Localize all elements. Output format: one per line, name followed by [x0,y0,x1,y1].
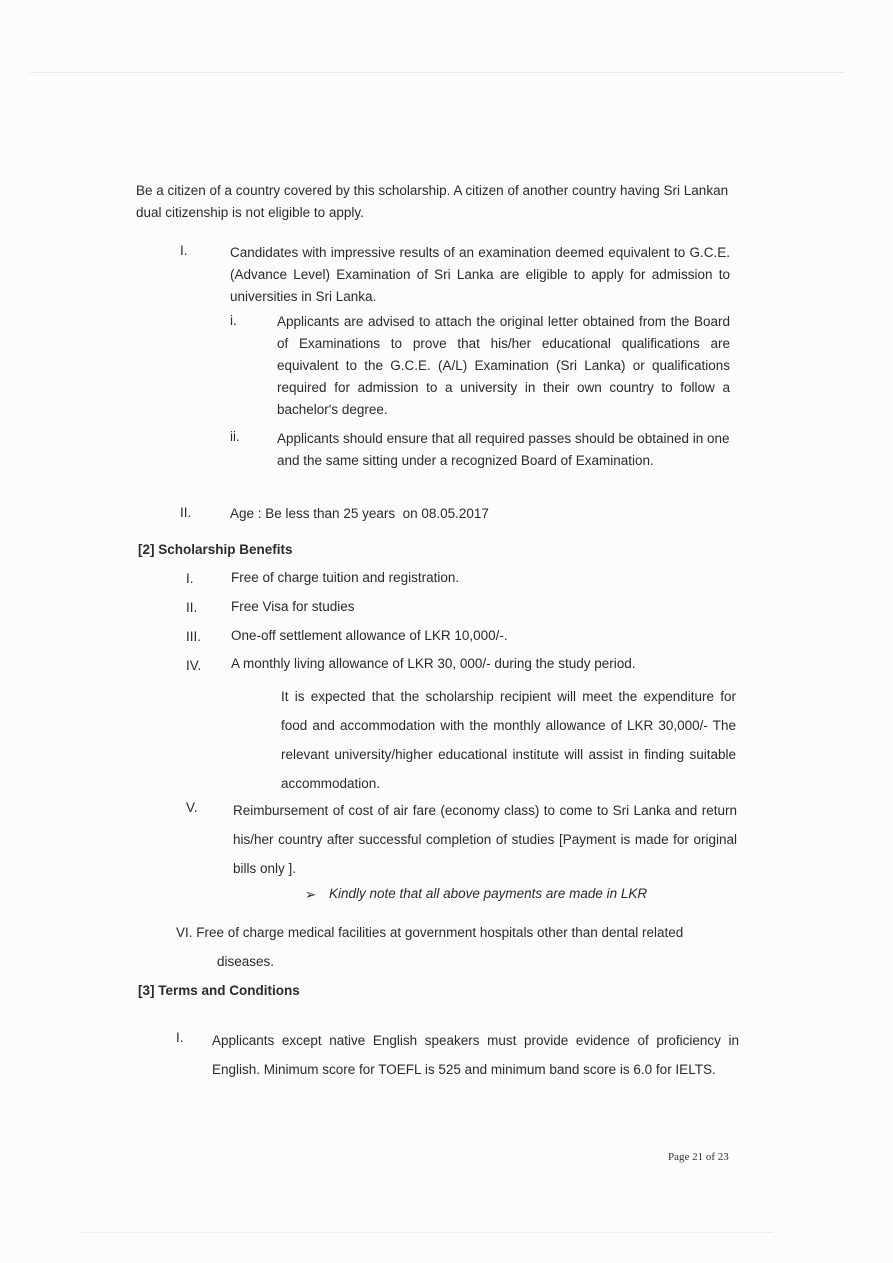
benefit-item-3: One-off settlement allowance of LKR 10,000/-. [231,628,508,643]
benefit-item-4: A monthly living allowance of LKR 30, 000/- during the study period. [231,656,636,671]
benefits-heading: [2] Scholarship Benefits [138,542,293,557]
arrow-bullet-icon: ➢ [305,887,317,902]
terms-marker-1: I. [176,1030,184,1045]
scan-artifact-top [30,72,843,77]
eligibility-sub-marker-2: ii. [230,429,240,444]
eligibility-item-2: Age : Be less than 25 years on 08.05.2017 [230,506,489,521]
scan-artifact-bottom [80,1232,773,1235]
benefit-marker-6: VI. [176,925,193,940]
benefit-marker-4: IV. [186,658,202,673]
benefit-item-2: Free Visa for studies [231,599,355,614]
benefit-marker-3: III. [186,629,202,644]
benefit-item-6: Free of charge medical facilities at government hospitals other than dental related [196,925,684,940]
benefit-marker-2: II. [186,600,198,615]
eligibility-sub-marker-1: i. [230,313,237,328]
page-number: Page 21 of 23 [668,1151,729,1163]
eligibility-item-1: Candidates with impressive results of an examination deemed equivalent to G.C.E. (Advance Level) Examination of Sri Lanka are eligible to apply for admission to universities in Sri Lanka. [230,245,730,304]
benefit-item-5: Reimbursement of cost of air fare (economy class) to come to Sri Lanka and return his/her country after successful completion of studies [Payment is made for original bills only ]. [233,803,737,876]
intro-paragraph: Be a citizen of a country covered by this scholarship. A citizen of another country having Sri Lankan dual citizenship is not eligible to apply. [136,183,729,220]
benefit-marker-1: I. [186,571,194,586]
terms-heading: [3] Terms and Conditions [138,983,300,998]
terms-item-1: Applicants except native English speakers must provide evidence of proficiency in English. Minimum score for TOEFL is 525 and minimum band score is 6.0 for IELTS. [212,1033,739,1077]
eligibility-sub-item-2: Applicants should ensure that all required passes should be obtained in one and the same sitting under a recognized Board of Examination. [277,431,730,468]
benefit-4-note: It is expected that the scholarship recipient will meet the expenditure for food and accommodation with the monthly allowance of LKR 30,000/- The relevant university/higher educational institute will assist in finding suitable accommodation. [281,689,736,791]
benefit-marker-5: V. [186,800,198,815]
eligibility-marker-1: I. [180,243,188,258]
eligibility-marker-2: II. [180,505,192,520]
benefit-item-6-continuation: diseases. [217,954,275,969]
eligibility-sub-item-1: Applicants are advised to attach the original letter obtained from the Board of Examinations to prove that his/her educational qualifications are equivalent to the G.C.E. (A/L) Examination (Sri Lanka) or qualifications required for admission to a university in their own country to follow a bachelor's degree. [277,314,730,417]
payments-note: Kindly note that all above payments are made in LKR [329,886,648,901]
benefit-item-1: Free of charge tuition and registration. [231,570,460,585]
